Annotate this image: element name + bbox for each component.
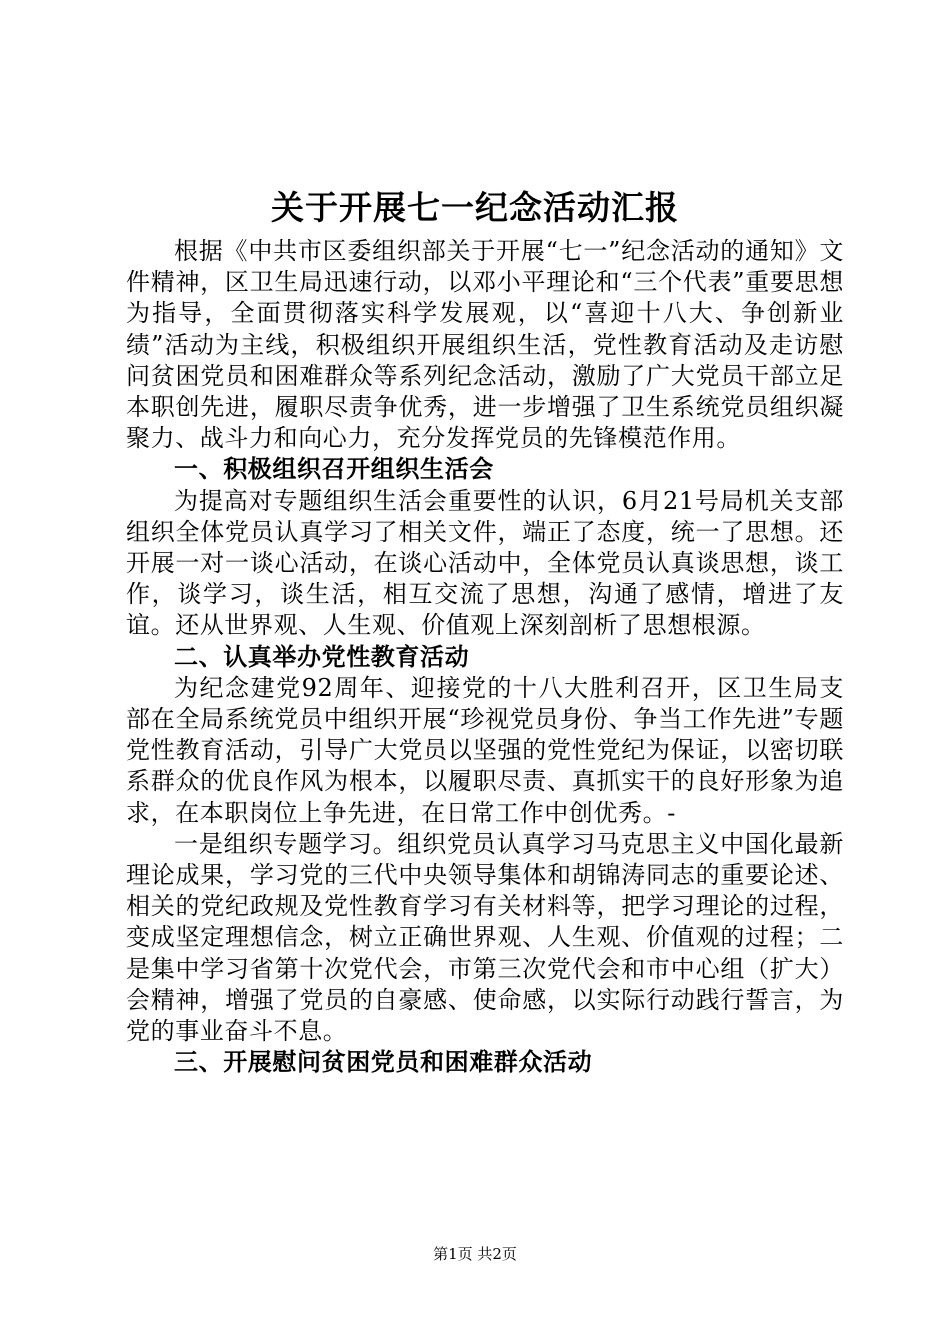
section-2-paragraph: 为纪念建党92周年、迎接党的十八大胜利召开，区卫生局支部在全局系统党员中组织开展“珍视党员身份、争当工作先进”专题党性教育活动，引导广大党员以坚强的党性党纪为保证，以密切联系群众的优良作风为根本，以履职尽责、真抓实干的良好形象为追求，在本职岗位上争先进，在日常工作中创优秀。- xyxy=(126,673,844,827)
section-1-paragraph: 为提高对专题组织生活会重要性的认识，6月21号局机关支部组织全体党员认真学习了相关文件，端正了态度，统一了思想。还开展一对一谈心活动，在谈心活动中，全体党员认真谈思想，谈工作，谈学习，谈生活，相互交流了思想，沟通了感情，增进了友谊。还从世界观、人生观、价值观上深刻剖析了思想根源。 xyxy=(126,486,844,640)
document-title: 关于开展七一纪念活动汇报 xyxy=(271,188,679,227)
intro-paragraph: 根据《中共市区委组织部关于开展“七一”纪念活动的通知》文件精神，区卫生局迅速行动，以邓小平理论和“三个代表”重要思想为指导，全面贯彻落实科学发展观，以“喜迎十八大、争创新业绩”活动为主线，积极组织开展组织生活，党性教育活动及走访慰问贫困党员和困难群众等系列纪念活动，激励了广大党员干部立足本职创先进，履职尽责争优秀，进一步增强了卫生系统党员组织凝聚力、战斗力和向心力，充分发挥党员的先锋模范作用。 xyxy=(126,237,844,453)
document-body xyxy=(126,236,844,1078)
section-heading-2: 二、认真举办党性教育活动 xyxy=(174,642,470,671)
section-2-detail-paragraph: 一是组织专题学习。组织党员认真学习马克思主义中国化最新理论成果，学习党的三代中央领导集体和胡锦涛同志的重要论述、相关的党纪政规及党性教育学习有关材料等，把学习理论的过程，变成坚定理想信念，树立正确世界观、人生观、价值观的过程；二是集中学习省第十次党代会，市第三次党代会和市中心组（扩大）会精神，增强了党员的自豪感、使命感，以实际行动践行誓言，为党的事业奋斗不息。 xyxy=(126,829,844,1046)
page-number-footer: 第1页 共2页 xyxy=(433,1245,517,1263)
section-heading-3: 三、开展慰问贫困党员和困难群众活动 xyxy=(174,1048,593,1077)
section-heading-1: 一、积极组织召开组织生活会 xyxy=(174,455,494,484)
